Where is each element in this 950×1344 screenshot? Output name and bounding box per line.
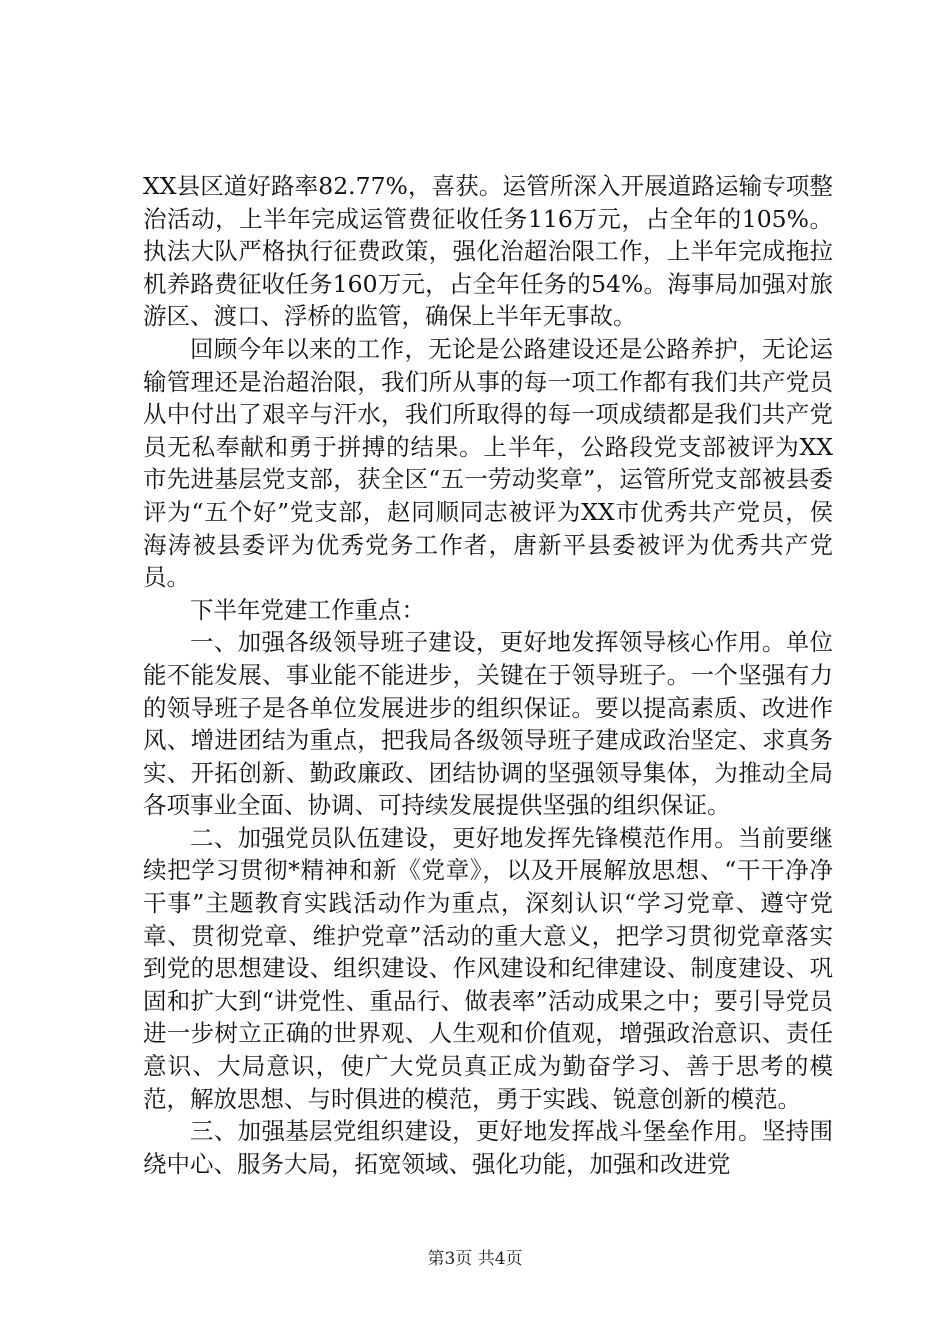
paragraph-3: 下半年党建工作重点： [190, 595, 425, 624]
paragraph-4: 一、加强各级领导班子建设，更好地发挥领导核心作用。单位能不能发展、事业能不能进步，关键在于领导班子。一个坚强有力的领导班子是各单位发展进步的组织保证。要以提高素质、改进作风、增进团结为重点，把我局各级领导班子建成政治坚定、求真务实、开拓创新、勤政廉政、团结协调的坚强领导集体，为推动全局各项事业全面、协调、可持续发展提供坚强的组织保证。 [143, 628, 833, 820]
paragraph-1: XX县区道好路率82.77%，喜获。运管所深入开展道路运输专项整治活动，上半年完成运管费征收任务116万元，占全年的105%。执法大队严格执行征费政策，强化治超治限工作，上半年完成拖拉机养路费征收任务160万元，占全年任务的54%。海事局加强对旅游区、渡口、浮桥的监管，确保上半年无事故。 [143, 172, 833, 331]
paragraph-2: 回顾今年以来的工作，无论是公路建设还是公路养护，无论运输管理还是治超治限，我们所从事的每一项工作都有我们共产党员从中付出了艰辛与汗水，我们所取得的每一项成绩都是我们共产党员无私奉献和勇于拼搏的结果。上半年，公路段党支部被评为XX市先进基层党支部，获全区“五一劳动奖章”，运管所党支部被县委评为“五个好”党支部，赵同顺同志被评为XX市优秀共产党员，侯海涛被县委评为优秀党务工作者，唐新平县委被评为优秀共产党员。 [143, 334, 833, 592]
paragraph-5: 二、加强党员队伍建设，更好地发挥先锋模范作用。当前要继续把学习贯彻*精神和新《党章》，以及开展解放思想、“干干净净干事”主题教育实践活动作为重点，深刻认识“学习党章、遵守党章、贯彻党章、维护党章”活动的重大意义，把学习贯彻党章落实到党的思想建设、组织建设、作风建设和纪律建设、制度建设、巩固和扩大到“讲党性、重品行、做表率”活动成果之中；要引导党员进一步树立正确的世界观、人生观和价值观，增强政治意识、责任意识、大局意识，使广大党员真正成为勤奋学习、善于思考的模范，解放思想、与时俱进的模范，勇于实践、锐意创新的模范。 [143, 823, 833, 1113]
page-footer: 第3页 共4页 [427, 1249, 523, 1269]
paragraph-6: 三、加强基层党组织建设，更好地发挥战斗堡垒作用。坚持围绕中心、服务大局，拓宽领域、强化功能，加强和改进党 [143, 1117, 833, 1178]
document-body [143, 170, 833, 1180]
